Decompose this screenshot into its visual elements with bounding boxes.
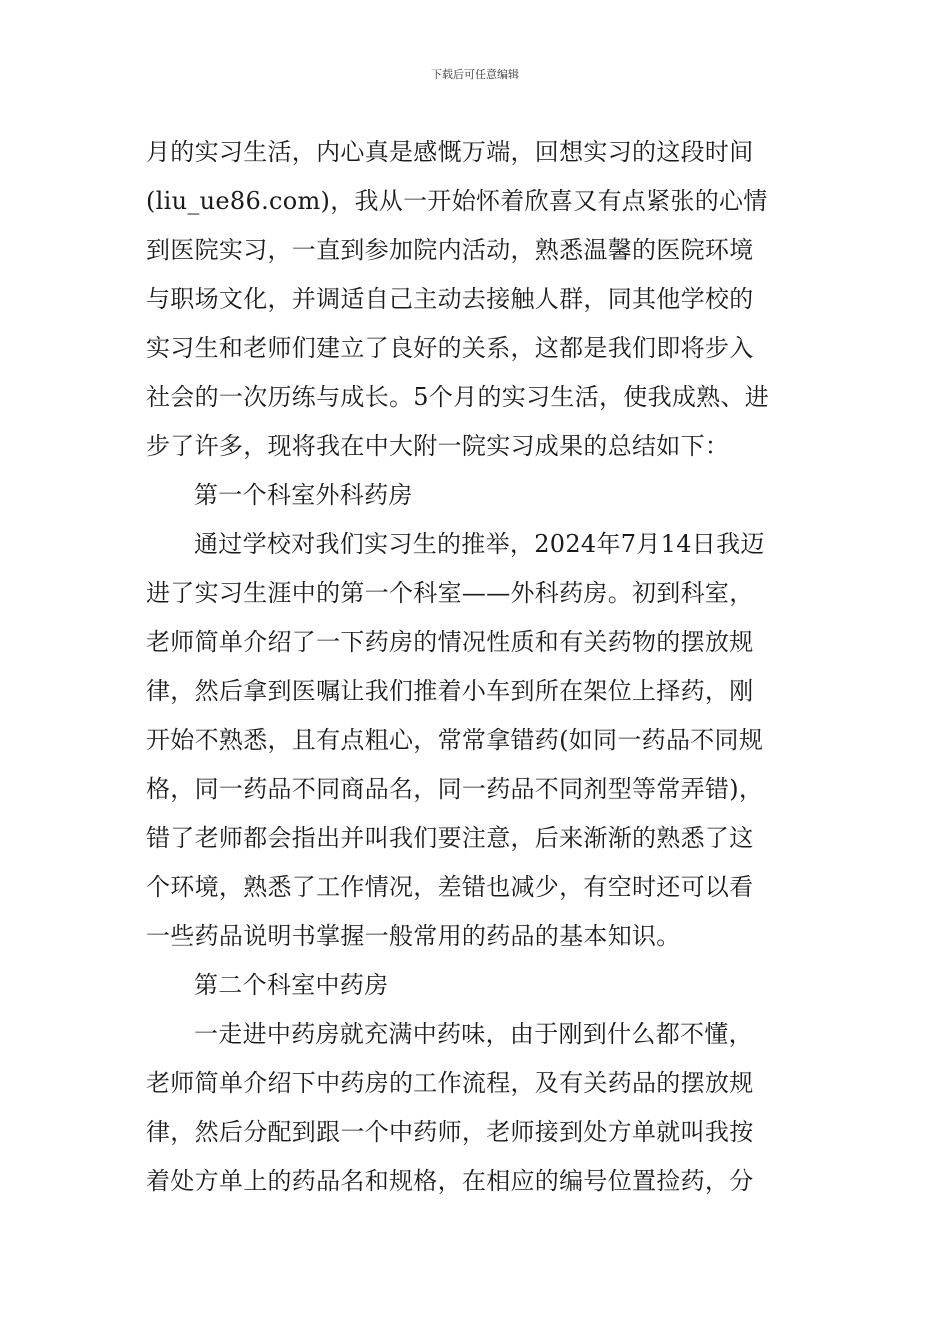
text-line: 格，同一药品不同商品名，同一药品不同剂型等常弄错)， <box>146 775 764 803</box>
text-line: 开始不熟悉，且有点粗心，常常拿错药(如同一药品不同规 <box>146 726 764 754</box>
document-body <box>146 128 806 1206</box>
text-line: 错了老师都会指出并叫我们要注意，后来渐渐的熟悉了这 <box>146 824 754 852</box>
text-line: 到医院实习，一直到参加院内活动，熟悉温馨的医院环境 <box>146 236 754 264</box>
text-line: 老师简单介绍下中药房的工作流程，及有关药品的摆放规 <box>146 1069 754 1097</box>
text-line: 与职场文化，并调适自己主动去接触人群，同其他学校的 <box>146 285 754 313</box>
text-line: 律，然后拿到医嘱让我们推着小车到所在架位上择药，刚 <box>146 677 754 705</box>
text-line: 着处方单上的药品名和规格，在相应的编号位置捡药，分 <box>146 1167 754 1195</box>
text-line: 一走进中药房就充满中药味，由于刚到什么都不懂， <box>194 1020 753 1048</box>
text-line: 老师简单介绍了一下药房的情况性质和有关药物的摆放规 <box>146 628 754 656</box>
text-line: 月的实习生活，内心真是感慨万端，回想实习的这段时间 <box>146 138 754 166</box>
text-line: 一些药品说明书掌握一般常用的药品的基本知识。 <box>146 922 681 950</box>
text-line: 实习生和老师们建立了良好的关系，这都是我们即将步入 <box>146 334 754 362</box>
section-heading: 第一个科室外科药房 <box>194 481 413 509</box>
text-line: 步了许多，现将我在中大附一院实习成果的总结如下： <box>146 432 730 460</box>
text-line: 社会的一次历练与成长。5个月的实习生活，使我成熟、进 <box>146 383 770 411</box>
section-heading: 第二个科室中药房 <box>194 971 389 999</box>
text-line: 进了实习生涯中的第一个科室——外科药房。初到科室， <box>146 579 754 607</box>
text-line: 个环境，熟悉了工作情况，差错也减少，有空时还可以看 <box>146 873 754 901</box>
page-header: 下载后可任意编辑 <box>431 68 519 81</box>
text-line: 律，然后分配到跟一个中药师，老师接到处方单就叫我按 <box>146 1118 754 1146</box>
text-line: (liu_ue86.com)，我从一开始怀着欣喜又有点紧张的心情 <box>146 187 768 215</box>
text-line: 通过学校对我们实习生的推举，2024年7月14日我迈 <box>194 530 765 558</box>
